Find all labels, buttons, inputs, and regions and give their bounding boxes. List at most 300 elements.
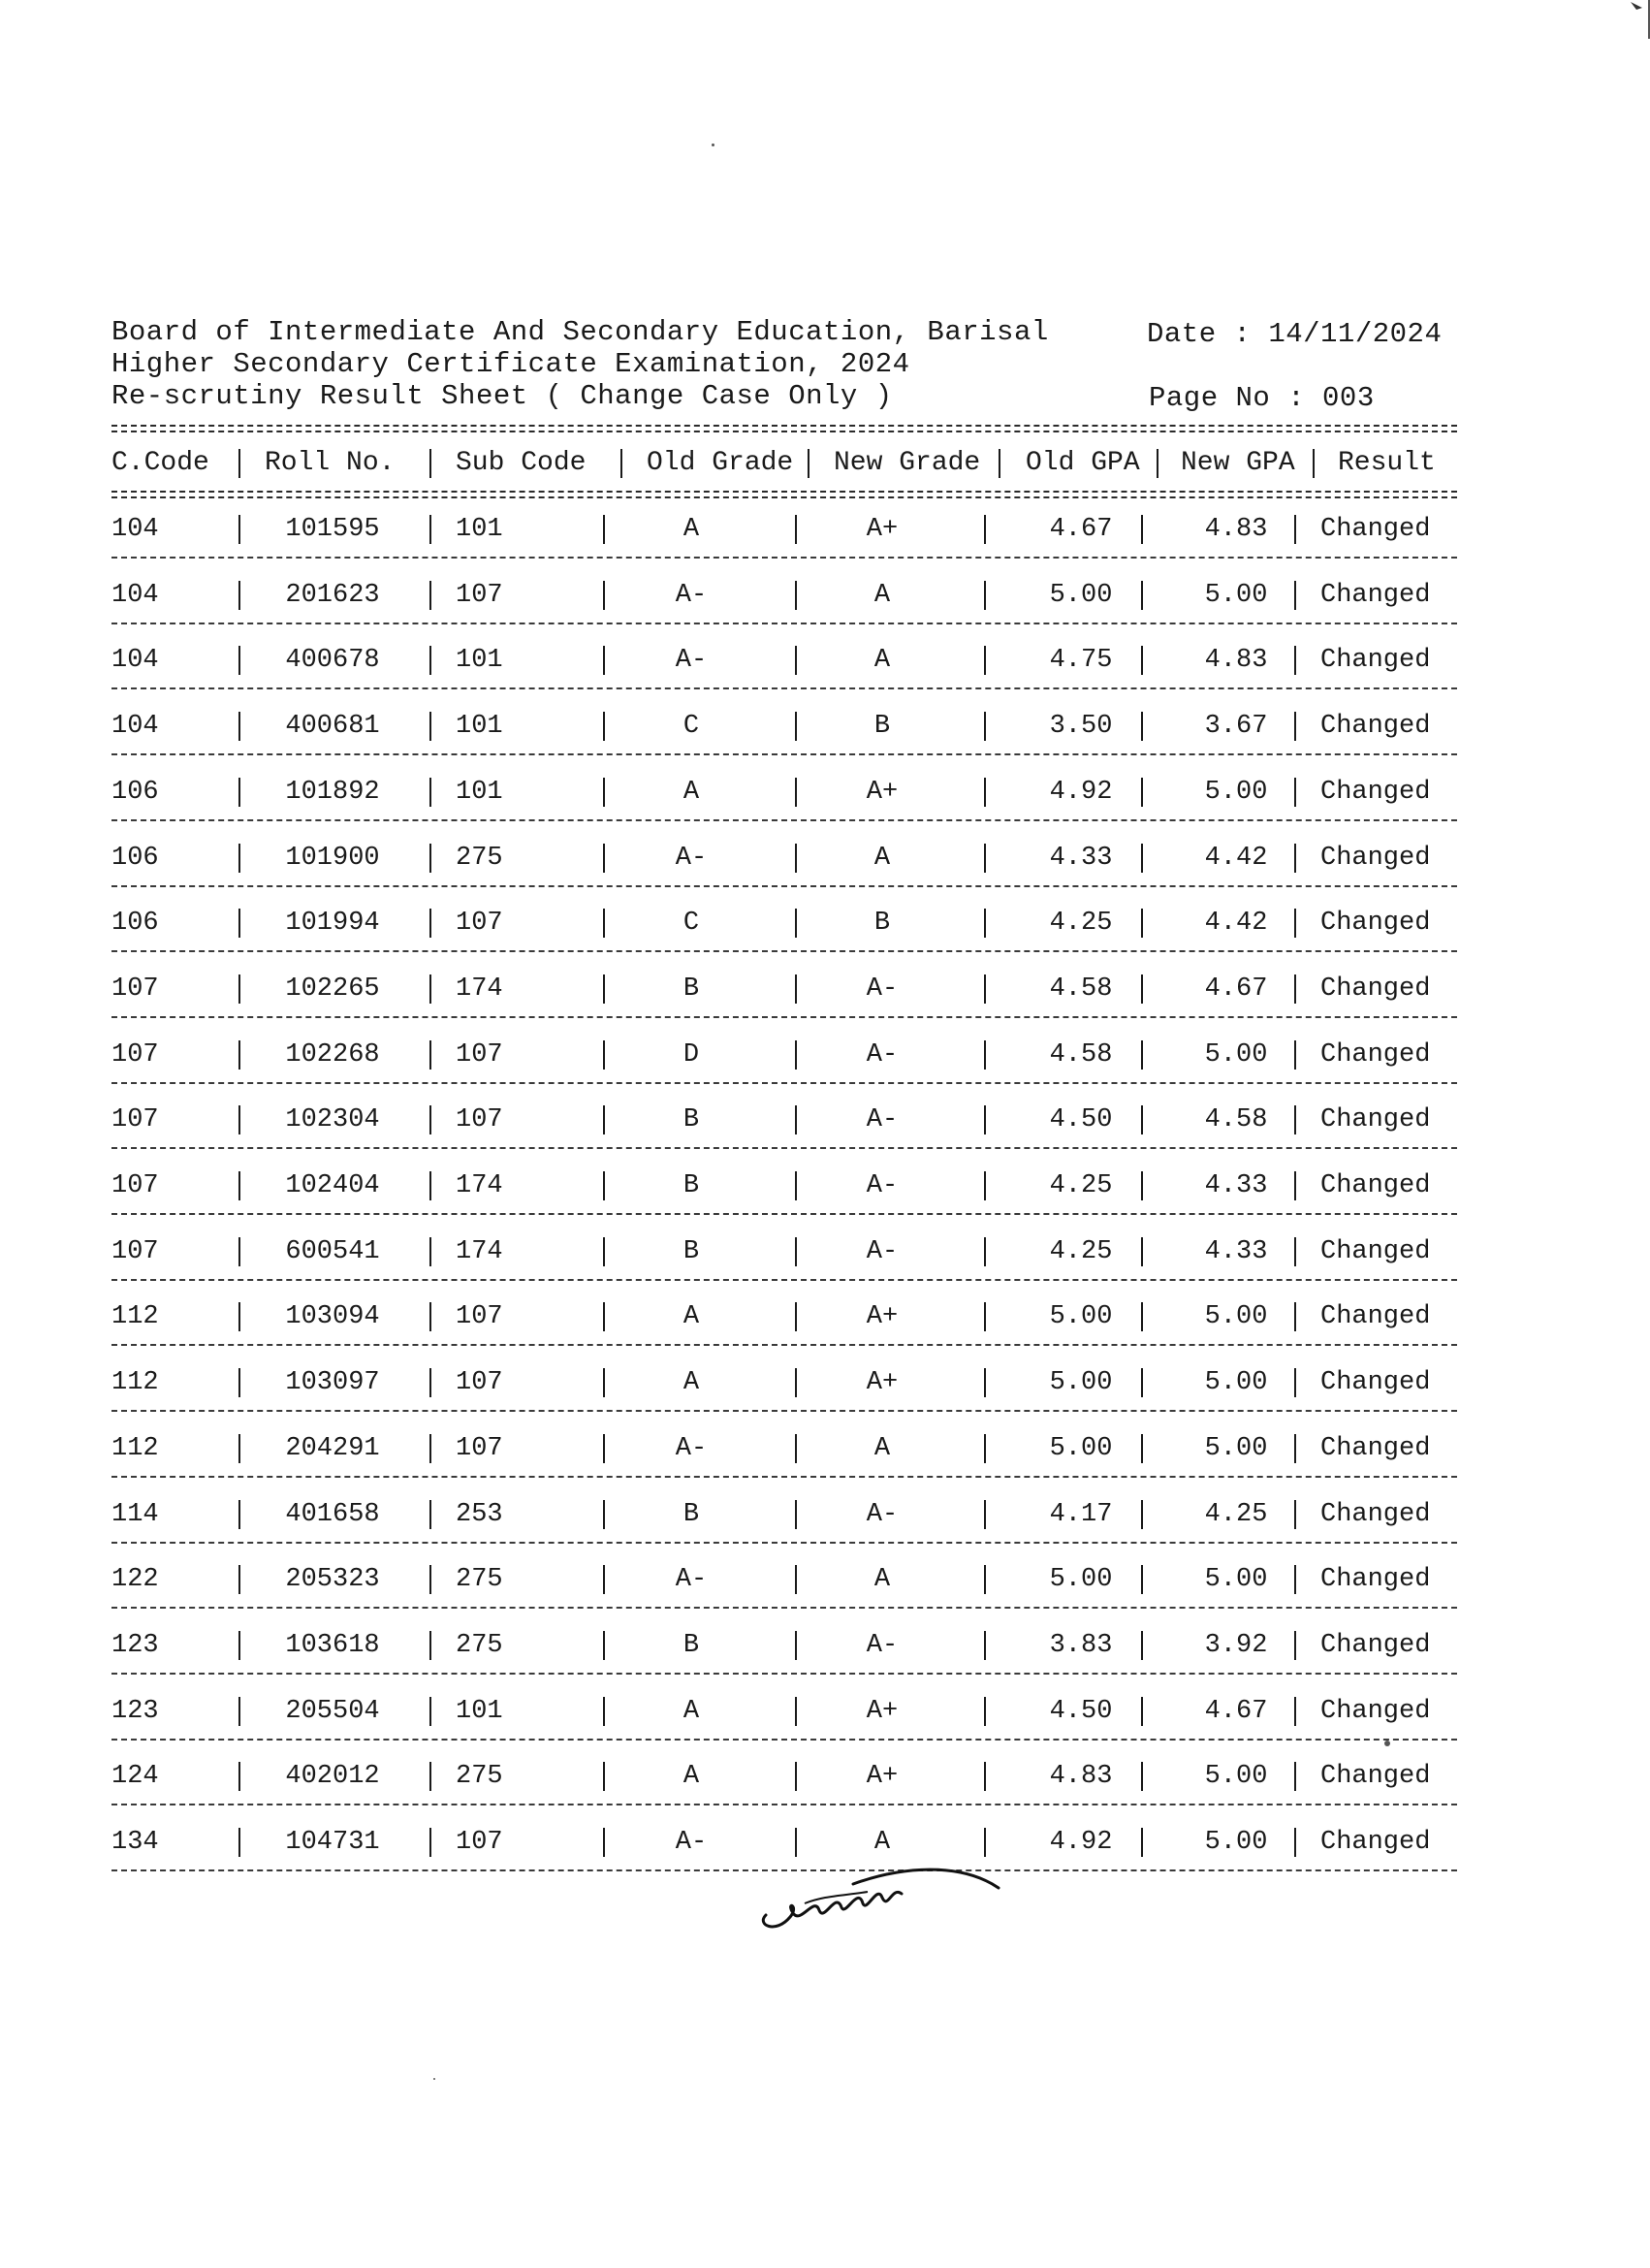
cell-old-gpa: 4.92 xyxy=(1049,778,1113,807)
cell-roll: 101994 xyxy=(285,909,380,938)
column-separator xyxy=(795,974,797,1004)
column-separator xyxy=(429,844,431,873)
cell-result: Changed xyxy=(1320,1434,1431,1463)
row-divider xyxy=(111,1804,1457,1805)
cell-roll: 205504 xyxy=(285,1697,380,1726)
cell-old-gpa: 4.83 xyxy=(1049,1762,1113,1791)
column-separator xyxy=(1294,1237,1296,1266)
column-separator xyxy=(603,1500,605,1529)
cell-roll: 102265 xyxy=(285,974,380,1004)
cell-new-grade: A- xyxy=(866,1237,899,1266)
cell-sub: 101 xyxy=(456,646,503,675)
cell-sub: 107 xyxy=(456,1105,503,1134)
column-separator xyxy=(603,1171,605,1200)
cell-result: Changed xyxy=(1320,1631,1431,1660)
column-separator xyxy=(984,1500,986,1529)
cell-sub: 101 xyxy=(456,778,503,807)
cell-new-grade: A xyxy=(873,1565,891,1594)
column-separator xyxy=(238,1828,240,1857)
cell-new-grade: A xyxy=(873,1828,891,1857)
cell-roll: 103094 xyxy=(285,1302,380,1331)
cell-new-grade: B xyxy=(873,712,891,741)
cell-ccode: 112 xyxy=(111,1368,159,1397)
cell-old-grade: C xyxy=(682,909,700,938)
column-separator xyxy=(429,1302,431,1331)
column-separator xyxy=(603,646,605,675)
cell-new-grade: A xyxy=(873,581,891,610)
cell-new-grade: A- xyxy=(866,1631,899,1660)
column-separator xyxy=(984,515,986,544)
row-divider xyxy=(111,1476,1457,1478)
signature-icon xyxy=(746,1857,1008,1944)
cell-sub: 275 xyxy=(456,1565,503,1594)
cell-result: Changed xyxy=(1320,974,1431,1004)
column-separator xyxy=(603,1040,605,1070)
column-separator xyxy=(1294,1434,1296,1463)
cell-sub: 275 xyxy=(456,1631,503,1660)
table-row xyxy=(0,1757,1650,1796)
table-row xyxy=(0,1823,1650,1862)
cell-result: Changed xyxy=(1320,1500,1431,1529)
column-separator xyxy=(795,1237,797,1266)
cell-old-gpa: 4.25 xyxy=(1049,1171,1113,1200)
cell-result: Changed xyxy=(1320,909,1431,938)
row-divider xyxy=(111,1213,1457,1215)
col-result: Result xyxy=(1338,448,1436,478)
cell-new-gpa: 4.83 xyxy=(1204,515,1268,544)
column-separator xyxy=(984,1171,986,1200)
column-separator xyxy=(238,712,240,741)
cell-result: Changed xyxy=(1320,1697,1431,1726)
column-separator xyxy=(984,1828,986,1857)
column-separator xyxy=(1294,1368,1296,1397)
table-row xyxy=(0,1495,1650,1534)
cell-new-grade: A xyxy=(873,844,891,873)
table-row xyxy=(0,1297,1650,1336)
column-separator xyxy=(429,1171,431,1200)
cell-sub: 107 xyxy=(456,1368,503,1397)
column-separator xyxy=(1141,844,1143,873)
column-separator xyxy=(795,1828,797,1857)
column-separator xyxy=(1294,909,1296,938)
cell-new-grade: A+ xyxy=(866,1697,899,1726)
cell-old-grade: A- xyxy=(675,581,708,610)
table-row xyxy=(0,707,1650,746)
cell-roll: 402012 xyxy=(285,1762,380,1791)
column-separator xyxy=(795,778,797,807)
cell-ccode: 106 xyxy=(111,844,159,873)
column-separator xyxy=(429,515,431,544)
column-separator xyxy=(795,1434,797,1463)
column-separator xyxy=(1141,646,1143,675)
cell-old-grade: A xyxy=(682,1302,700,1331)
cell-ccode: 106 xyxy=(111,909,159,938)
cell-result: Changed xyxy=(1320,515,1431,544)
cell-old-gpa: 4.75 xyxy=(1049,646,1113,675)
column-separator xyxy=(984,778,986,807)
cell-old-gpa: 4.17 xyxy=(1049,1500,1113,1529)
column-separator xyxy=(238,581,240,610)
board-name: Board of Intermediate And Secondary Education, Barisal xyxy=(111,316,1049,348)
cell-new-grade: A+ xyxy=(866,778,899,807)
column-separator xyxy=(238,1302,240,1331)
column-separator xyxy=(984,1302,986,1331)
column-separator xyxy=(1294,515,1296,544)
column-separator xyxy=(795,515,797,544)
cell-ccode: 134 xyxy=(111,1828,159,1857)
cell-old-gpa: 4.25 xyxy=(1049,1237,1113,1266)
cell-sub: 107 xyxy=(456,909,503,938)
col-roll: Roll No. xyxy=(265,448,396,478)
cell-roll: 401658 xyxy=(285,1500,380,1529)
table-row xyxy=(0,1232,1650,1271)
cell-new-gpa: 4.42 xyxy=(1204,909,1268,938)
cell-ccode: 104 xyxy=(111,515,159,544)
row-divider xyxy=(111,557,1457,559)
cell-ccode: 106 xyxy=(111,778,159,807)
column-separator xyxy=(429,1368,431,1397)
column-separator xyxy=(429,1631,431,1660)
table-row xyxy=(0,839,1650,878)
cell-new-grade: A- xyxy=(866,974,899,1004)
column-separator xyxy=(1294,1565,1296,1594)
column-separator xyxy=(795,581,797,610)
cell-new-grade: A- xyxy=(866,1171,899,1200)
column-separator xyxy=(984,1237,986,1266)
cell-new-gpa: 5.00 xyxy=(1204,778,1268,807)
column-separator xyxy=(238,1565,240,1594)
column-separator xyxy=(238,1368,240,1397)
cell-new-gpa: 5.00 xyxy=(1204,1762,1268,1791)
column-separator xyxy=(1294,844,1296,873)
col-sub: Sub Code xyxy=(456,448,587,478)
page-number: Page No : 003 xyxy=(1149,382,1375,414)
column-separator xyxy=(795,1697,797,1726)
column-separator xyxy=(795,712,797,741)
cell-ccode: 112 xyxy=(111,1434,159,1463)
column-separator xyxy=(1294,1040,1296,1070)
column-separator xyxy=(984,909,986,938)
column-separator xyxy=(603,1434,605,1463)
column-separator xyxy=(984,1697,986,1726)
cell-old-grade: A- xyxy=(675,1565,708,1594)
cell-result: Changed xyxy=(1320,1237,1431,1266)
cell-new-grade: A xyxy=(873,1434,891,1463)
cell-old-grade: A xyxy=(682,1762,700,1791)
column-separator xyxy=(238,1762,240,1791)
column-separator xyxy=(1141,974,1143,1004)
cell-ccode: 122 xyxy=(111,1565,159,1594)
cell-old-grade: B xyxy=(682,1237,700,1266)
column-separator xyxy=(1141,778,1143,807)
column-separator xyxy=(603,1237,605,1266)
row-divider xyxy=(111,753,1457,755)
table-row xyxy=(0,1560,1650,1599)
cell-old-gpa: 5.00 xyxy=(1049,1302,1113,1331)
column-separator xyxy=(984,1434,986,1463)
cell-ccode: 124 xyxy=(111,1762,159,1791)
cell-old-grade: A- xyxy=(675,1434,708,1463)
cell-roll: 102304 xyxy=(285,1105,380,1134)
column-separator xyxy=(1141,1828,1143,1857)
cell-sub: 275 xyxy=(456,844,503,873)
cell-new-grade: A+ xyxy=(866,1762,899,1791)
row-divider xyxy=(111,1082,1457,1084)
cell-result: Changed xyxy=(1320,844,1431,873)
column-separator xyxy=(238,909,240,938)
cell-old-gpa: 4.92 xyxy=(1049,1828,1113,1857)
column-separator xyxy=(795,1500,797,1529)
column-separator xyxy=(603,1105,605,1134)
cell-result: Changed xyxy=(1320,1105,1431,1134)
cell-new-grade: A- xyxy=(866,1500,899,1529)
row-divider xyxy=(111,819,1457,821)
col-new-grade: New Grade xyxy=(834,448,981,478)
cell-ccode: 104 xyxy=(111,646,159,675)
column-separator xyxy=(1141,1105,1143,1134)
cell-sub: 275 xyxy=(456,1762,503,1791)
column-separator xyxy=(429,1762,431,1791)
column-separator xyxy=(603,1631,605,1660)
cell-new-gpa: 3.92 xyxy=(1204,1631,1268,1660)
cell-result: Changed xyxy=(1320,1040,1431,1070)
cell-sub: 101 xyxy=(456,1697,503,1726)
table-row xyxy=(0,576,1650,615)
column-separator xyxy=(984,712,986,741)
column-separator xyxy=(1294,1762,1296,1791)
column-separator xyxy=(238,1500,240,1529)
cell-result: Changed xyxy=(1320,1368,1431,1397)
cell-new-gpa: 4.42 xyxy=(1204,844,1268,873)
cell-sub: 253 xyxy=(456,1500,503,1529)
date-label: Date : 14/11/2024 xyxy=(1147,318,1443,350)
cell-new-gpa: 5.00 xyxy=(1204,1040,1268,1070)
column-separator xyxy=(1141,515,1143,544)
cell-old-grade: B xyxy=(682,1500,700,1529)
cell-old-grade: B xyxy=(682,1105,700,1134)
cell-new-gpa: 4.67 xyxy=(1204,1697,1268,1726)
cell-roll: 400681 xyxy=(285,712,380,741)
cell-old-gpa: 4.58 xyxy=(1049,1040,1113,1070)
cell-old-gpa: 4.25 xyxy=(1049,909,1113,938)
column-separator xyxy=(603,1368,605,1397)
column-separator xyxy=(1294,581,1296,610)
column-separator xyxy=(1294,1105,1296,1134)
cell-old-grade: A- xyxy=(675,1828,708,1857)
cell-result: Changed xyxy=(1320,712,1431,741)
cell-new-grade: A- xyxy=(866,1040,899,1070)
column-separator xyxy=(238,1040,240,1070)
column-separator xyxy=(603,712,605,741)
corner-mark-icon xyxy=(1592,0,1650,39)
column-separator xyxy=(429,1828,431,1857)
column-separator xyxy=(795,1302,797,1331)
column-separator xyxy=(603,844,605,873)
cell-sub: 174 xyxy=(456,974,503,1004)
cell-sub: 101 xyxy=(456,712,503,741)
row-divider xyxy=(111,950,1457,952)
column-separator xyxy=(984,1105,986,1134)
cell-sub: 107 xyxy=(456,1302,503,1331)
table-row xyxy=(0,1101,1650,1139)
cell-sub: 174 xyxy=(456,1171,503,1200)
cell-old-grade: C xyxy=(682,712,700,741)
column-separator xyxy=(1294,1500,1296,1529)
cell-sub: 174 xyxy=(456,1237,503,1266)
row-divider xyxy=(111,1739,1457,1741)
column-separator xyxy=(1294,1302,1296,1331)
cell-new-gpa: 3.67 xyxy=(1204,712,1268,741)
column-separator xyxy=(603,1565,605,1594)
column-separator xyxy=(1294,778,1296,807)
column-separator xyxy=(603,581,605,610)
column-separator xyxy=(1141,712,1143,741)
column-separator xyxy=(795,1105,797,1134)
column-separator xyxy=(1294,646,1296,675)
col-ccode: C.Code xyxy=(111,448,209,478)
column-separator xyxy=(795,844,797,873)
cell-old-gpa: 5.00 xyxy=(1049,1368,1113,1397)
column-separator xyxy=(984,1631,986,1660)
row-divider xyxy=(111,1673,1457,1675)
column-separator xyxy=(1141,1040,1143,1070)
row-divider xyxy=(111,1279,1457,1281)
cell-old-grade: A- xyxy=(675,844,708,873)
cell-result: Changed xyxy=(1320,1828,1431,1857)
column-separator xyxy=(238,1171,240,1200)
cell-ccode: 112 xyxy=(111,1302,159,1331)
cell-roll: 103097 xyxy=(285,1368,380,1397)
row-divider xyxy=(111,623,1457,624)
column-separator xyxy=(1141,1565,1143,1594)
cell-roll: 102404 xyxy=(285,1171,380,1200)
column-separator xyxy=(1294,712,1296,741)
column-separator xyxy=(429,778,431,807)
cell-old-gpa: 5.00 xyxy=(1049,581,1113,610)
column-separator xyxy=(238,1434,240,1463)
col-new-gpa: New GPA xyxy=(1181,448,1295,478)
cell-new-gpa: 4.67 xyxy=(1204,974,1268,1004)
exam-name: Higher Secondary Certificate Examination, 2024 xyxy=(111,348,910,380)
column-separator xyxy=(238,515,240,544)
column-separator xyxy=(795,1565,797,1594)
cell-ccode: 107 xyxy=(111,1105,159,1134)
row-divider xyxy=(111,1542,1457,1544)
cell-new-gpa: 4.25 xyxy=(1204,1500,1268,1529)
column-separator xyxy=(429,1040,431,1070)
cell-sub: 107 xyxy=(456,1040,503,1070)
cell-old-grade: B xyxy=(682,1171,700,1200)
row-divider xyxy=(111,1147,1457,1149)
column-separator xyxy=(1141,1302,1143,1331)
cell-new-grade: B xyxy=(873,909,891,938)
column-separator xyxy=(429,1434,431,1463)
column-separator xyxy=(1141,1171,1143,1200)
table-row xyxy=(0,904,1650,942)
column-separator xyxy=(429,974,431,1004)
cell-old-gpa: 5.00 xyxy=(1049,1434,1113,1463)
cell-roll: 101892 xyxy=(285,778,380,807)
column-separator xyxy=(238,974,240,1004)
column-separator xyxy=(429,1237,431,1266)
cell-old-grade: B xyxy=(682,974,700,1004)
header-rule-bottom xyxy=(111,491,1457,498)
col-old-grade: Old Grade xyxy=(647,448,794,478)
cell-ccode: 107 xyxy=(111,1171,159,1200)
cell-ccode: 114 xyxy=(111,1500,159,1529)
column-separator xyxy=(984,1368,986,1397)
cell-old-grade: A xyxy=(682,515,700,544)
column-separator xyxy=(429,1697,431,1726)
cell-ccode: 123 xyxy=(111,1697,159,1726)
cell-roll: 102268 xyxy=(285,1040,380,1070)
cell-new-gpa: 5.00 xyxy=(1204,1828,1268,1857)
col-old-gpa: Old GPA xyxy=(1026,448,1140,478)
cell-new-grade: A xyxy=(873,646,891,675)
cell-old-gpa: 4.58 xyxy=(1049,974,1113,1004)
cell-old-gpa: 4.50 xyxy=(1049,1105,1113,1134)
cell-result: Changed xyxy=(1320,646,1431,675)
column-separator xyxy=(1141,1434,1143,1463)
column-separator xyxy=(1294,1171,1296,1200)
cell-result: Changed xyxy=(1320,1565,1431,1594)
cell-roll: 600541 xyxy=(285,1237,380,1266)
cell-old-grade: A xyxy=(682,1697,700,1726)
cell-new-gpa: 5.00 xyxy=(1204,1434,1268,1463)
column-separator xyxy=(603,1302,605,1331)
row-divider xyxy=(111,1344,1457,1346)
column-separator xyxy=(1141,1500,1143,1529)
cell-roll: 400678 xyxy=(285,646,380,675)
cell-result: Changed xyxy=(1320,1302,1431,1331)
column-separator xyxy=(1141,1631,1143,1660)
cell-old-grade: D xyxy=(682,1040,700,1070)
cell-old-gpa: 3.50 xyxy=(1049,712,1113,741)
column-separator xyxy=(429,1565,431,1594)
column-separator xyxy=(795,646,797,675)
row-divider xyxy=(111,1410,1457,1412)
column-separator xyxy=(603,1762,605,1791)
cell-roll: 205323 xyxy=(285,1565,380,1594)
cell-new-gpa: 5.00 xyxy=(1204,1302,1268,1331)
cell-ccode: 107 xyxy=(111,1040,159,1070)
cell-new-gpa: 5.00 xyxy=(1204,1368,1268,1397)
column-separator xyxy=(1141,1762,1143,1791)
cell-roll: 103618 xyxy=(285,1631,380,1660)
column-separator xyxy=(984,646,986,675)
cell-ccode: 107 xyxy=(111,1237,159,1266)
column-separator xyxy=(238,1105,240,1134)
cell-old-gpa: 5.00 xyxy=(1049,1565,1113,1594)
column-separator xyxy=(603,1697,605,1726)
row-divider xyxy=(111,687,1457,689)
cell-old-gpa: 4.50 xyxy=(1049,1697,1113,1726)
column-separator xyxy=(795,1171,797,1200)
cell-old-gpa: 4.33 xyxy=(1049,844,1113,873)
table-row xyxy=(0,1692,1650,1731)
column-separator xyxy=(1141,1368,1143,1397)
column-separator xyxy=(603,974,605,1004)
column-separator xyxy=(238,1697,240,1726)
cell-old-gpa: 4.67 xyxy=(1049,515,1113,544)
column-separator xyxy=(1294,974,1296,1004)
column-separator xyxy=(238,1631,240,1660)
column-separator xyxy=(984,581,986,610)
cell-sub: 101 xyxy=(456,515,503,544)
header-rule-top xyxy=(111,425,1457,432)
table-row xyxy=(0,1429,1650,1468)
column-separator xyxy=(1294,1828,1296,1857)
